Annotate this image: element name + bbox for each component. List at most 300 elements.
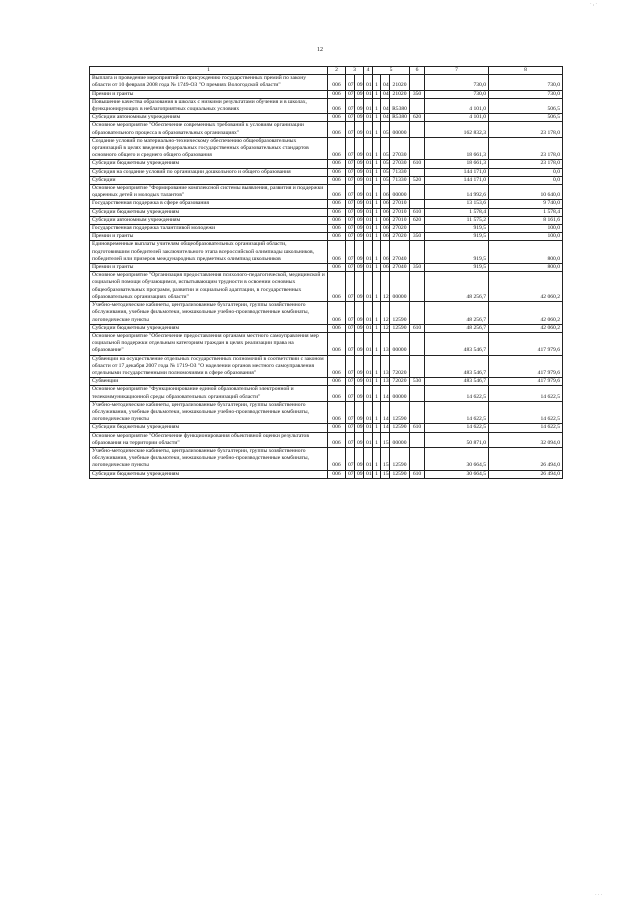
- row-subprogram-code: 1: [373, 332, 381, 355]
- row-event-code: 04: [381, 75, 390, 90]
- table-row: [90, 200, 563, 208]
- table-row: [90, 216, 563, 224]
- row-ministry-code: 006: [328, 264, 346, 272]
- row-section-code: 07: [346, 208, 355, 216]
- row-program-code: 01: [364, 75, 373, 90]
- table-row: [90, 241, 563, 264]
- row-direction-code: 71330: [390, 176, 410, 184]
- row-program-code: 01: [364, 272, 373, 302]
- table-row: [90, 225, 563, 233]
- row-name-cell: Выплата и проведение мероприятий по присуждению государственных премий по закону области от 10 февраля 2008 года № 1749-ОЗ "О премиях Вологодской области": [90, 75, 328, 90]
- row-direction-code: 12590: [390, 401, 410, 424]
- row-amount-year-1: 13 153,6: [425, 200, 489, 208]
- header-col-4: 4: [364, 67, 373, 75]
- row-section-code: 07: [346, 302, 355, 325]
- row-section-code: 07: [346, 114, 355, 122]
- table-row: [90, 75, 563, 90]
- row-program-code: 01: [364, 168, 373, 176]
- row-amount-year-2: 0,0: [489, 176, 563, 184]
- row-amount-year-1: 18 661,3: [425, 160, 489, 168]
- row-amount-year-1: 11 575,2: [425, 216, 489, 224]
- row-direction-code: 27010: [390, 208, 410, 216]
- row-direction-code: 00000: [390, 185, 410, 200]
- row-expense-type-code: 350: [410, 264, 425, 272]
- row-ministry-code: 006: [328, 98, 346, 113]
- row-direction-code: 27010: [390, 216, 410, 224]
- row-subprogram-code: 1: [373, 137, 381, 160]
- table-row: [90, 185, 563, 200]
- row-expense-type-code: 610: [410, 208, 425, 216]
- row-section-code: 07: [346, 137, 355, 160]
- row-program-code: 01: [364, 137, 373, 160]
- row-name-cell: Субсидии бюджетным учреждениям: [90, 160, 328, 168]
- row-program-code: 01: [364, 324, 373, 332]
- row-program-code: 01: [364, 447, 373, 470]
- row-ministry-code: 006: [328, 225, 346, 233]
- row-subsection-code: 09: [355, 332, 364, 355]
- row-ministry-code: 006: [328, 160, 346, 168]
- header-col-2: 2: [328, 67, 346, 75]
- row-subprogram-code: 1: [373, 216, 381, 224]
- row-name-cell: Премии и гранты: [90, 90, 328, 98]
- row-name-cell: Субвенции на осуществление отдельных государственных полномочий в соответствии с законом области от 17 декабря 2007 года № 1719-ОЗ "О наделении органов местного самоуправления отдельными государственными полномочиями в сфере образования": [90, 355, 328, 378]
- row-subprogram-code: 1: [373, 378, 381, 386]
- row-program-code: 01: [364, 216, 373, 224]
- row-subsection-code: 09: [355, 241, 364, 264]
- row-expense-type-code: [410, 241, 425, 264]
- row-subprogram-code: 1: [373, 401, 381, 424]
- row-ministry-code: 006: [328, 470, 346, 478]
- row-section-code: 07: [346, 332, 355, 355]
- row-amount-year-2: 8 161,6: [489, 216, 563, 224]
- row-program-code: 01: [364, 122, 373, 137]
- row-section-code: 07: [346, 324, 355, 332]
- row-amount-year-2: 100,0: [489, 225, 563, 233]
- row-name-cell: Субсидии автономным учреждениям: [90, 114, 328, 122]
- row-subsection-code: 09: [355, 302, 364, 325]
- row-section-code: 07: [346, 176, 355, 184]
- row-amount-year-2: 9 740,0: [489, 200, 563, 208]
- row-subprogram-code: 1: [373, 75, 381, 90]
- row-amount-year-1: 4 101,0: [425, 114, 489, 122]
- row-program-code: 01: [364, 160, 373, 168]
- table-row: [90, 122, 563, 137]
- row-program-code: 01: [364, 98, 373, 113]
- row-amount-year-2: 800,0: [489, 241, 563, 264]
- page-corner-mark: · , ·: [590, 2, 598, 7]
- table-row: [90, 176, 563, 184]
- row-direction-code: 27030: [390, 137, 410, 160]
- row-name-cell: Субсидия на создание условий по организации дошкольного и общего образования: [90, 168, 328, 176]
- header-col-8: 8: [489, 67, 563, 75]
- row-amount-year-1: 162 832,3: [425, 122, 489, 137]
- row-amount-year-2: 23 178,0: [489, 122, 563, 137]
- row-name-cell: Единовременные выплаты учителям общеобразовательных организаций области, подготовившим победителей заключительного этапа всероссийской олимпиады школьников, победителей или призеров международных предметных олимпиад школьников: [90, 241, 328, 264]
- row-direction-code: 27030: [390, 160, 410, 168]
- row-section-code: 07: [346, 233, 355, 241]
- row-amount-year-2: 506,5: [489, 98, 563, 113]
- row-amount-year-1: 919,5: [425, 233, 489, 241]
- row-amount-year-2: 1 578,4: [489, 208, 563, 216]
- row-expense-type-code: 520: [410, 176, 425, 184]
- row-expense-type-code: [410, 272, 425, 302]
- table-row: [90, 432, 563, 447]
- row-amount-year-1: 48 256,7: [425, 272, 489, 302]
- row-expense-type-code: [410, 332, 425, 355]
- row-event-code: 05: [381, 137, 390, 160]
- row-amount-year-2: 23 178,0: [489, 160, 563, 168]
- row-program-code: 01: [364, 332, 373, 355]
- row-ministry-code: 006: [328, 90, 346, 98]
- row-amount-year-2: 14 622,5: [489, 424, 563, 432]
- row-subsection-code: 09: [355, 386, 364, 401]
- header-col-7: 7: [425, 67, 489, 75]
- row-subsection-code: 09: [355, 233, 364, 241]
- row-event-code: 06: [381, 208, 390, 216]
- row-amount-year-1: 4 101,0: [425, 98, 489, 113]
- row-amount-year-1: 14 622,5: [425, 401, 489, 424]
- row-program-code: 01: [364, 225, 373, 233]
- row-name-cell: Основное мероприятие "Обеспечение функционирования объективной оценки результатов образования на территории области": [90, 432, 328, 447]
- table-row: [90, 386, 563, 401]
- row-subprogram-code: 1: [373, 264, 381, 272]
- row-subprogram-code: 1: [373, 225, 381, 233]
- row-amount-year-1: 30 664,5: [425, 447, 489, 470]
- row-event-code: 06: [381, 200, 390, 208]
- row-amount-year-1: 30 664,5: [425, 470, 489, 478]
- table-row: [90, 302, 563, 325]
- row-event-code: 13: [381, 332, 390, 355]
- row-name-cell: Основное мероприятие "Формирование комплексной системы выявления, развития и поддержки одаренных детей и молодых талантов": [90, 185, 328, 200]
- row-direction-code: 12590: [390, 470, 410, 478]
- row-program-code: 01: [364, 114, 373, 122]
- table-row: [90, 332, 563, 355]
- row-subsection-code: 09: [355, 470, 364, 478]
- row-subprogram-code: 1: [373, 233, 381, 241]
- page-corner-mark-bottom: · · ·: [595, 893, 603, 898]
- row-amount-year-2: 417 979,6: [489, 355, 563, 378]
- row-subsection-code: 09: [355, 98, 364, 113]
- row-direction-code: 27020: [390, 225, 410, 233]
- row-expense-type-code: [410, 447, 425, 470]
- row-event-code: 04: [381, 114, 390, 122]
- row-ministry-code: 006: [328, 332, 346, 355]
- row-name-cell: Повышение качества образования в школах с низкими результатами обучения и в школах, функционирующих в неблагоприятных социальных условиях: [90, 98, 328, 113]
- row-name-cell: Субсидии бюджетным учреждениям: [90, 208, 328, 216]
- row-amount-year-1: 50 871,0: [425, 432, 489, 447]
- row-program-code: 01: [364, 185, 373, 200]
- row-event-code: 12: [381, 302, 390, 325]
- page-number: 12: [317, 47, 323, 53]
- row-name-cell: Основное мероприятие "Организация предоставления психолого-педагогической, медицинской и социальной помощи обучающимся, испытывающим трудности в освоении основных общеобразовательных программ, развитии и социальной адаптации, в государственных образовательных организациях области": [90, 272, 328, 302]
- row-amount-year-1: 14 622,5: [425, 386, 489, 401]
- row-subsection-code: 09: [355, 401, 364, 424]
- row-amount-year-2: 10 640,0: [489, 185, 563, 200]
- row-expense-type-code: [410, 168, 425, 176]
- row-ministry-code: 006: [328, 401, 346, 424]
- row-event-code: 04: [381, 90, 390, 98]
- row-subsection-code: 09: [355, 355, 364, 378]
- row-section-code: 07: [346, 386, 355, 401]
- row-expense-type-code: [410, 185, 425, 200]
- row-direction-code: 27040: [390, 241, 410, 264]
- row-expense-type-code: 620: [410, 114, 425, 122]
- row-expense-type-code: [410, 98, 425, 113]
- row-amount-year-1: 14 622,5: [425, 424, 489, 432]
- row-program-code: 01: [364, 401, 373, 424]
- row-amount-year-1: 730,0: [425, 75, 489, 90]
- row-amount-year-1: 730,0: [425, 90, 489, 98]
- row-ministry-code: 006: [328, 200, 346, 208]
- row-amount-year-2: 23 178,0: [489, 137, 563, 160]
- row-ministry-code: 006: [328, 168, 346, 176]
- row-direction-code: 00000: [390, 272, 410, 302]
- budget-table: [89, 66, 563, 479]
- row-ministry-code: 006: [328, 241, 346, 264]
- row-program-code: 01: [364, 90, 373, 98]
- row-section-code: 07: [346, 160, 355, 168]
- row-name-cell: Учебно-методические кабинеты, централизованные бухгалтерии, группы хозяйственного обслуживания, учебные фильмотеки, межшкольные учебно-производственные комбинаты, логопедические пункты: [90, 302, 328, 325]
- row-section-code: 07: [346, 185, 355, 200]
- row-event-code: 15: [381, 447, 390, 470]
- row-program-code: 01: [364, 233, 373, 241]
- row-subprogram-code: 1: [373, 447, 381, 470]
- row-program-code: 01: [364, 208, 373, 216]
- table-row: [90, 208, 563, 216]
- row-section-code: 07: [346, 168, 355, 176]
- row-expense-type-code: [410, 75, 425, 90]
- row-amount-year-2: 14 622,5: [489, 401, 563, 424]
- row-ministry-code: 006: [328, 447, 346, 470]
- row-program-code: 01: [364, 386, 373, 401]
- row-subprogram-code: 1: [373, 176, 381, 184]
- table-row: [90, 355, 563, 378]
- row-subsection-code: 09: [355, 160, 364, 168]
- row-amount-year-2: 506,5: [489, 114, 563, 122]
- row-event-code: 06: [381, 241, 390, 264]
- row-direction-code: 27020: [390, 233, 410, 241]
- row-subsection-code: 09: [355, 324, 364, 332]
- row-amount-year-1: 919,5: [425, 241, 489, 264]
- row-name-cell: Учебно-методические кабинеты, централизованные бухгалтерии, группы хозяйственного обслуживания, учебные фильмотеки, межшкольные учебно-производственные комбинаты, логопедические пункты: [90, 401, 328, 424]
- row-expense-type-code: [410, 432, 425, 447]
- row-name-cell: Субсидии автономным учреждениям: [90, 216, 328, 224]
- table-row: [90, 168, 563, 176]
- row-section-code: 07: [346, 264, 355, 272]
- row-subsection-code: 09: [355, 185, 364, 200]
- row-expense-type-code: [410, 401, 425, 424]
- table-row: [90, 233, 563, 241]
- row-name-cell: Субсидии бюджетным учреждениям: [90, 470, 328, 478]
- row-direction-code: 12590: [390, 424, 410, 432]
- row-program-code: 01: [364, 200, 373, 208]
- row-event-code: 13: [381, 378, 390, 386]
- table-row: [90, 114, 563, 122]
- row-amount-year-2: 32 094,0: [489, 432, 563, 447]
- row-subsection-code: 09: [355, 90, 364, 98]
- row-amount-year-1: 48 256,7: [425, 324, 489, 332]
- row-amount-year-2: 42 060,2: [489, 302, 563, 325]
- table-row: [90, 401, 563, 424]
- row-direction-code: 12590: [390, 302, 410, 325]
- row-expense-type-code: 610: [410, 424, 425, 432]
- row-ministry-code: 006: [328, 122, 346, 137]
- row-amount-year-1: 14 992,6: [425, 185, 489, 200]
- row-expense-type-code: [410, 200, 425, 208]
- row-subprogram-code: 1: [373, 272, 381, 302]
- row-direction-code: 00000: [390, 122, 410, 137]
- row-section-code: 07: [346, 470, 355, 478]
- row-name-cell: Субсидии: [90, 176, 328, 184]
- row-expense-type-code: [410, 122, 425, 137]
- row-subsection-code: 09: [355, 225, 364, 233]
- row-expense-type-code: 350: [410, 233, 425, 241]
- row-amount-year-2: 14 622,5: [489, 386, 563, 401]
- row-subsection-code: 09: [355, 264, 364, 272]
- header-col-1: 1: [90, 67, 328, 75]
- table-row: [90, 324, 563, 332]
- row-subprogram-code: 1: [373, 470, 381, 478]
- row-section-code: 07: [346, 98, 355, 113]
- table-row: [90, 470, 563, 478]
- row-amount-year-1: 1 578,4: [425, 208, 489, 216]
- table-row: [90, 447, 563, 470]
- row-event-code: 13: [381, 355, 390, 378]
- row-ministry-code: 006: [328, 176, 346, 184]
- table-row: [90, 264, 563, 272]
- row-name-cell: Основное мероприятие "Обеспечение предоставления органами местного самоуправления мер социальной поддержки отдельным категориям граждан в целях реализации права на образование": [90, 332, 328, 355]
- row-direction-code: 21020: [390, 90, 410, 98]
- header-col-5: 5: [373, 67, 410, 75]
- row-direction-code: 72020: [390, 355, 410, 378]
- row-subsection-code: 09: [355, 208, 364, 216]
- row-event-code: 15: [381, 470, 390, 478]
- table-row: [90, 137, 563, 160]
- row-subprogram-code: 1: [373, 160, 381, 168]
- row-subsection-code: 09: [355, 447, 364, 470]
- row-event-code: 12: [381, 272, 390, 302]
- row-section-code: 07: [346, 216, 355, 224]
- row-amount-year-2: 730,0: [489, 90, 563, 98]
- row-subprogram-code: 1: [373, 185, 381, 200]
- table-row: [90, 424, 563, 432]
- row-section-code: 07: [346, 90, 355, 98]
- row-event-code: 04: [381, 98, 390, 113]
- row-subprogram-code: 1: [373, 355, 381, 378]
- row-amount-year-2: 26 494,0: [489, 447, 563, 470]
- row-expense-type-code: 610: [410, 160, 425, 168]
- row-section-code: 07: [346, 401, 355, 424]
- row-expense-type-code: 620: [410, 216, 425, 224]
- row-direction-code: 00000: [390, 332, 410, 355]
- row-subprogram-code: 1: [373, 208, 381, 216]
- row-subprogram-code: 1: [373, 98, 381, 113]
- row-section-code: 07: [346, 122, 355, 137]
- header-col-6: 6: [410, 67, 425, 75]
- row-direction-code: 71330: [390, 168, 410, 176]
- row-section-code: 07: [346, 432, 355, 447]
- table-row: [90, 272, 563, 302]
- row-amount-year-2: 42 060,2: [489, 272, 563, 302]
- row-section-code: 07: [346, 225, 355, 233]
- row-amount-year-2: 800,0: [489, 264, 563, 272]
- row-amount-year-2: 0,0: [489, 168, 563, 176]
- row-ministry-code: 006: [328, 324, 346, 332]
- row-name-cell: Создание условий по материально-техническому обеспечению общеобразовательных организаций в целях введения федеральных государственных образовательных стандартов основного общего и среднего общего образования: [90, 137, 328, 160]
- row-program-code: 01: [364, 302, 373, 325]
- row-subsection-code: 09: [355, 114, 364, 122]
- table-header-row: [90, 67, 563, 75]
- row-event-code: 05: [381, 168, 390, 176]
- row-event-code: 12: [381, 324, 390, 332]
- table-row: [90, 98, 563, 113]
- row-direction-code: 72020: [390, 378, 410, 386]
- row-subprogram-code: 1: [373, 424, 381, 432]
- row-amount-year-2: 417 979,6: [489, 332, 563, 355]
- row-subprogram-code: 1: [373, 324, 381, 332]
- row-subsection-code: 09: [355, 432, 364, 447]
- row-expense-type-code: [410, 386, 425, 401]
- row-name-cell: Премии и гранты: [90, 233, 328, 241]
- row-direction-code: R5380: [390, 98, 410, 113]
- row-expense-type-code: [410, 302, 425, 325]
- row-section-code: 07: [346, 424, 355, 432]
- row-event-code: 14: [381, 424, 390, 432]
- row-event-code: 14: [381, 401, 390, 424]
- row-ministry-code: 006: [328, 114, 346, 122]
- row-subsection-code: 09: [355, 200, 364, 208]
- row-ministry-code: 006: [328, 137, 346, 160]
- row-event-code: 06: [381, 264, 390, 272]
- row-subsection-code: 09: [355, 75, 364, 90]
- row-subprogram-code: 1: [373, 168, 381, 176]
- row-amount-year-1: 483 546,7: [425, 378, 489, 386]
- row-direction-code: 00000: [390, 432, 410, 447]
- row-amount-year-1: 919,5: [425, 225, 489, 233]
- row-ministry-code: 006: [328, 233, 346, 241]
- row-expense-type-code: [410, 137, 425, 160]
- row-section-code: 07: [346, 355, 355, 378]
- row-amount-year-2: 417 979,6: [489, 378, 563, 386]
- row-program-code: 01: [364, 241, 373, 264]
- row-program-code: 01: [364, 424, 373, 432]
- row-direction-code: 27010: [390, 200, 410, 208]
- row-ministry-code: 006: [328, 302, 346, 325]
- row-subprogram-code: 1: [373, 241, 381, 264]
- row-subprogram-code: 1: [373, 122, 381, 137]
- row-expense-type-code: [410, 225, 425, 233]
- row-subprogram-code: 1: [373, 386, 381, 401]
- row-ministry-code: 006: [328, 75, 346, 90]
- row-subprogram-code: 1: [373, 114, 381, 122]
- table-body: [90, 75, 563, 479]
- row-ministry-code: 006: [328, 208, 346, 216]
- row-name-cell: Основное мероприятие "Функционирование единой образовательной электронной и телекоммуникационной среды образовательных организаций области": [90, 386, 328, 401]
- row-direction-code: 12590: [390, 447, 410, 470]
- table-row: [90, 378, 563, 386]
- row-ministry-code: 006: [328, 185, 346, 200]
- row-name-cell: Субвенции: [90, 378, 328, 386]
- row-amount-year-1: 483 546,7: [425, 332, 489, 355]
- row-event-code: 05: [381, 176, 390, 184]
- row-section-code: 07: [346, 200, 355, 208]
- row-subsection-code: 09: [355, 272, 364, 302]
- row-ministry-code: 006: [328, 424, 346, 432]
- row-event-code: 05: [381, 160, 390, 168]
- row-direction-code: 00000: [390, 386, 410, 401]
- row-subsection-code: 09: [355, 122, 364, 137]
- row-event-code: 15: [381, 432, 390, 447]
